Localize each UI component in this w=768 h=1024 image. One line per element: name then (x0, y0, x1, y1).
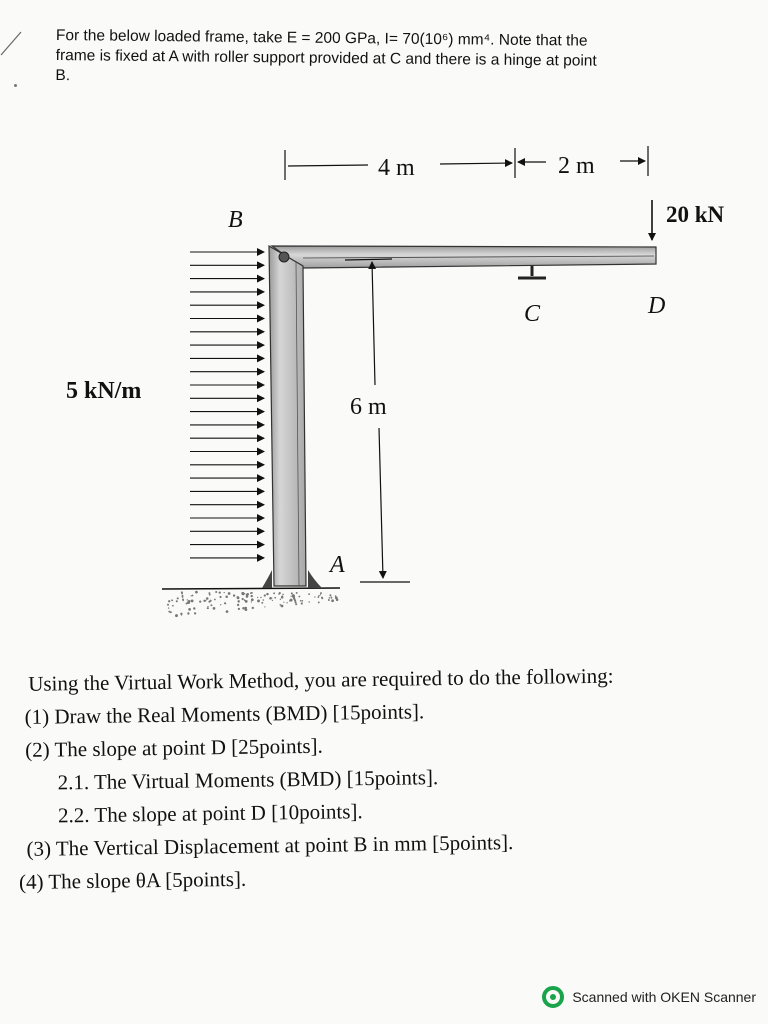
ground-stipple (207, 606, 208, 607)
ground-stipple (182, 596, 183, 597)
ground-stipple (328, 599, 330, 601)
ground-stipple (206, 597, 209, 600)
ground-stipple (318, 601, 320, 603)
statement-line-2: frame is fixed at A with roller support provided at C and there is a hinge at point (55, 46, 597, 70)
ground-stipple (251, 599, 253, 601)
ground-stipple (242, 607, 245, 610)
ground-stipple (295, 603, 297, 605)
margin-pen-mark (0, 30, 24, 60)
height-dimension-arrow-up (372, 262, 375, 385)
hinge-b-icon (279, 252, 289, 262)
statement-line-1: For the below loaded frame, take E = 200 GPa, I= 70(10⁶) mm⁴. Note that the (55, 26, 588, 50)
ground-stipple (224, 592, 225, 593)
ground-stipple (245, 600, 248, 603)
ground-stipple (186, 603, 188, 605)
ground-stipple (205, 600, 206, 601)
frame-diagram (0, 130, 768, 630)
ground-stipple (194, 612, 196, 614)
oken-scanner-logo-icon (542, 986, 564, 1008)
ground-stipple (281, 605, 284, 608)
task-2-1: 2.1. The Virtual Moments (BMD) [15points]. (57, 765, 439, 795)
ground-stipple (278, 593, 280, 595)
ground-stipple (257, 599, 260, 602)
task-2: (2) The slope at point D [25points]. (24, 733, 323, 762)
ground-stipple (220, 604, 221, 605)
scanner-footer (542, 986, 756, 1008)
ground-stipple (181, 593, 183, 595)
task-heading: Using the Virtual Work Method, you are required to do the following: (28, 663, 614, 696)
ground-stipple (241, 592, 244, 595)
ground-stipple (331, 599, 334, 602)
ground-stipple (187, 612, 189, 614)
roller-support-c-icon (518, 266, 546, 278)
ground-stipple (318, 595, 320, 597)
ground-stipple (233, 594, 235, 596)
ground-stipple (193, 607, 195, 609)
ground-stipple (192, 595, 194, 597)
statement-line-3: B. (55, 66, 71, 85)
ground-stipple (314, 596, 315, 597)
ground-stipple (226, 610, 229, 613)
ground-stipple (301, 602, 303, 604)
ground-stipple (238, 608, 240, 610)
ground-stipple (308, 593, 310, 595)
ground-stipple (177, 597, 179, 599)
ground-stipple (296, 592, 298, 594)
task-2-2: 2.2. The slope at point D [10points]. (57, 799, 363, 828)
ground-stipple (246, 595, 249, 598)
ground-stipple (209, 594, 211, 596)
dim-label-2m: 2 m (558, 153, 595, 179)
fixed-support-a-icon (162, 570, 340, 617)
ground-stipple (188, 600, 191, 603)
dim-label-4m: 4 m (378, 155, 415, 181)
ground-stipple (257, 597, 258, 598)
ground-stipple (298, 596, 300, 598)
ground-stipple (336, 598, 339, 601)
ground-stipple (280, 599, 281, 600)
ground-stipple (170, 611, 172, 613)
ground-stipple (168, 600, 170, 602)
ground-stipple (264, 594, 266, 596)
ground-stipple (329, 594, 331, 596)
ground-stipple (199, 601, 201, 603)
dim-label-6m: 6 m (350, 394, 387, 420)
scanner-text: Scanned with OKEN Scanner (572, 989, 756, 1005)
ground-stipple (266, 593, 268, 595)
ground-stipple (282, 594, 284, 596)
ground-stipple (320, 594, 321, 595)
ground-stipple (207, 607, 209, 609)
ground-stipple (300, 600, 302, 602)
ground-stipple (274, 597, 276, 599)
ground-stipple (272, 600, 273, 601)
ground-stipple (237, 597, 240, 600)
ground-stipple (242, 598, 244, 600)
ground-stipple (283, 602, 284, 603)
ground-stipple (286, 602, 287, 603)
ground-stipple (219, 596, 221, 598)
ground-stipple (250, 592, 252, 594)
ground-stipple (175, 614, 178, 617)
vertical-column (269, 246, 306, 586)
ground-stipple (329, 597, 330, 598)
ground-stipple (237, 600, 239, 602)
ground-stipple (320, 592, 322, 594)
ground-stipple (219, 591, 221, 593)
task-1: (1) Draw the Real Moments (BMD) [15points]. (24, 699, 425, 729)
ground-stipple (187, 599, 188, 600)
ground-stipple (213, 607, 216, 610)
ground-stipple (291, 596, 292, 597)
distributed-load-arrows (190, 252, 264, 558)
task-3: (3) The Vertical Displacement at point B in mm [5points]. (26, 830, 514, 861)
ground-stipple (321, 597, 323, 599)
ground-stipple (195, 591, 198, 594)
margin-dot (14, 84, 17, 87)
ground-stipple (260, 597, 261, 598)
ground-stipple (281, 596, 284, 599)
ground-stipple (210, 600, 212, 602)
ground-stipple (271, 597, 272, 598)
ground-stipple (291, 592, 293, 594)
ground-stipple (251, 601, 252, 602)
problem-statement (55, 26, 726, 93)
label-b: B (228, 207, 243, 233)
task-4: (4) The slope θA [5points]. (18, 866, 247, 894)
ground-stipple (295, 601, 297, 603)
label-a: A (330, 552, 345, 578)
ground-stipple (290, 599, 293, 602)
ground-stipple (208, 592, 210, 594)
ground-stipple (225, 595, 228, 598)
ground-stipple (214, 599, 216, 601)
ground-stipple (331, 597, 333, 599)
ground-stipple (183, 600, 184, 601)
ground-stipple (252, 607, 254, 609)
ground-stipple (188, 608, 191, 611)
label-c: C (524, 301, 541, 327)
ground-stipple (210, 604, 212, 606)
task-list (16, 658, 749, 899)
ground-stipple (308, 601, 309, 602)
point-load-label: 20 kN (666, 202, 725, 227)
ground-stipple (251, 595, 253, 597)
ground-stipple (172, 605, 174, 607)
ground-stipple (167, 604, 169, 606)
ground-stipple (168, 607, 169, 608)
ground-stipple (228, 592, 231, 595)
ground-stipple (237, 604, 239, 606)
ground-stipple (224, 602, 226, 604)
height-dimension-arrow-down (379, 428, 383, 578)
ground-stipple (293, 598, 295, 600)
ground-stipple (264, 606, 265, 607)
label-d: D (648, 293, 666, 319)
ground-stipple (301, 600, 303, 602)
ground-stipple (245, 608, 248, 611)
ground-stipple (263, 599, 265, 601)
ground-stipple (171, 599, 173, 601)
ground-stipple (246, 607, 247, 608)
ground-stipple (181, 614, 183, 616)
ground-stipple (176, 600, 178, 602)
ground-stipple (191, 599, 194, 602)
ground-stipple (261, 602, 263, 604)
ground-stipple (215, 591, 217, 593)
distributed-load-label: 5 kN/m (66, 378, 142, 404)
ground-stipple (273, 592, 275, 594)
ground-stipple (317, 596, 319, 598)
